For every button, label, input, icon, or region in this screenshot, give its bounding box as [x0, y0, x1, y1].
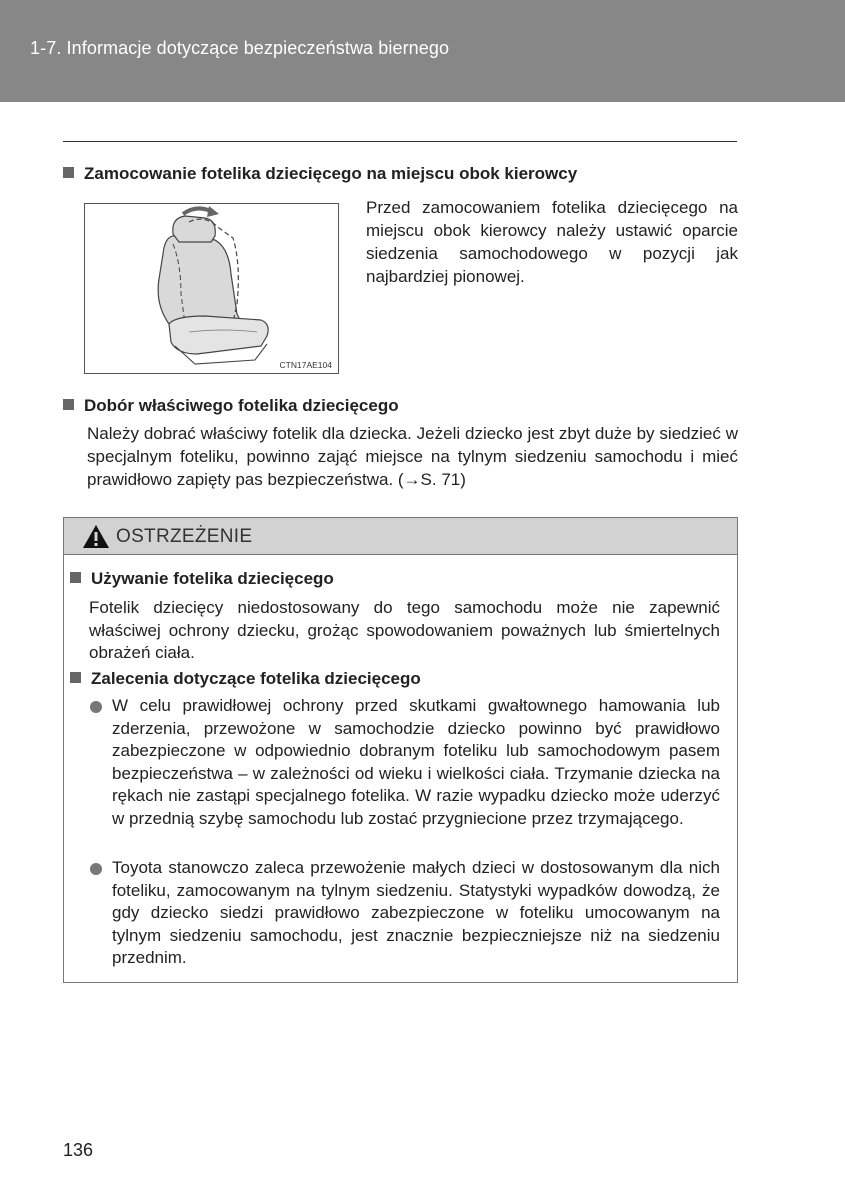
section-heading-text: Dobór właściwego fotelika dziecięcego: [84, 396, 399, 415]
warning-triangle-icon: [82, 524, 110, 549]
warning-subheading: [70, 569, 334, 589]
warning-bullet-text: Toyota stanowczo zaleca przewożenie małych dzieci w dostosowanym dla nich foteliku, zamocowanym na tylnym siedzeniu. Statystyki wypadków dowodzą, że gdy dziecko siedzi prawidłowo zabezpieczone w foteliku umocowanym na tylnym siedzeniu samochodu, jest znacznie bezpieczniejsze niż na siedzeniu przednim.: [112, 858, 720, 968]
warning-box: [63, 517, 738, 983]
round-bullet-icon: [90, 863, 102, 875]
round-bullet-icon: [90, 701, 102, 713]
square-bullet-icon: [70, 572, 81, 583]
warning-bullet-text: W celu prawidłowej ochrony przed skutkami gwałtownego hamowania lub zderzenia, przewożone w samochodzie dziecko powinno być prawidłowo zabezpieczone w odpowiednio dobranym foteliku lub samochodowym pasem bezpieczeństwa – w zależności od wieku i wielkości ciała. Trzymanie dziecka na rękach nie zastąpi specjalnego fotelika. W razie wypadku dziecko może uderzyć w przednią szybę samochodu lub zostać przygniecione przez trzymającego.: [112, 696, 720, 828]
section-heading-text: Zamocowanie fotelika dziecięcego na miejscu obok kierowcy: [84, 164, 578, 183]
warning-text: Fotelik dziecięcy niedostosowany do tego samochodu może nie zapewnić właściwej ochrony dziecku, grożąc spowodowaniem poważnych lub śmiertelnych obrażeń ciała.: [89, 598, 720, 663]
car-seat-drawing: [85, 204, 338, 373]
section-text: Przed zamocowaniem fotelika dziecięcego na miejscu obok kierowcy należy ustawić oparcie siedzenia samochodowego w pozycji jak najbardziej pionowej.: [366, 198, 738, 286]
section-heading: [63, 396, 399, 416]
page-number: 136: [63, 1140, 94, 1160]
square-bullet-icon: [63, 167, 74, 178]
figure-code: CTN17AE104: [279, 360, 332, 370]
square-bullet-icon: [70, 672, 81, 683]
section-heading: [63, 164, 577, 184]
warning-subheading-text: Zalecenia dotyczące fotelika dziecięcego: [91, 669, 421, 688]
warning-header: [64, 518, 737, 555]
square-bullet-icon: [63, 399, 74, 410]
page-header: [0, 0, 845, 102]
chapter-title: 1-7. Informacje dotyczące bezpieczeństwa biernego: [30, 38, 450, 58]
section-text: Należy dobrać właściwy fotelik dla dziecka. Jeżeli dziecko jest zbyt duże by siedzieć w specjalnym foteliku, powinno zająć miejsce na tylnym siedzeniu samochodu i mieć prawidłowo zapięty pas bezpieczeństwa. (→S. 71): [87, 424, 738, 489]
warning-title: OSTRZEŻENIE: [116, 526, 253, 547]
car-seat-illustration: [84, 203, 339, 374]
warning-subheading: [70, 669, 421, 689]
warning-subheading-text: Używanie fotelika dziecięcego: [91, 569, 334, 588]
top-divider: [63, 141, 737, 142]
